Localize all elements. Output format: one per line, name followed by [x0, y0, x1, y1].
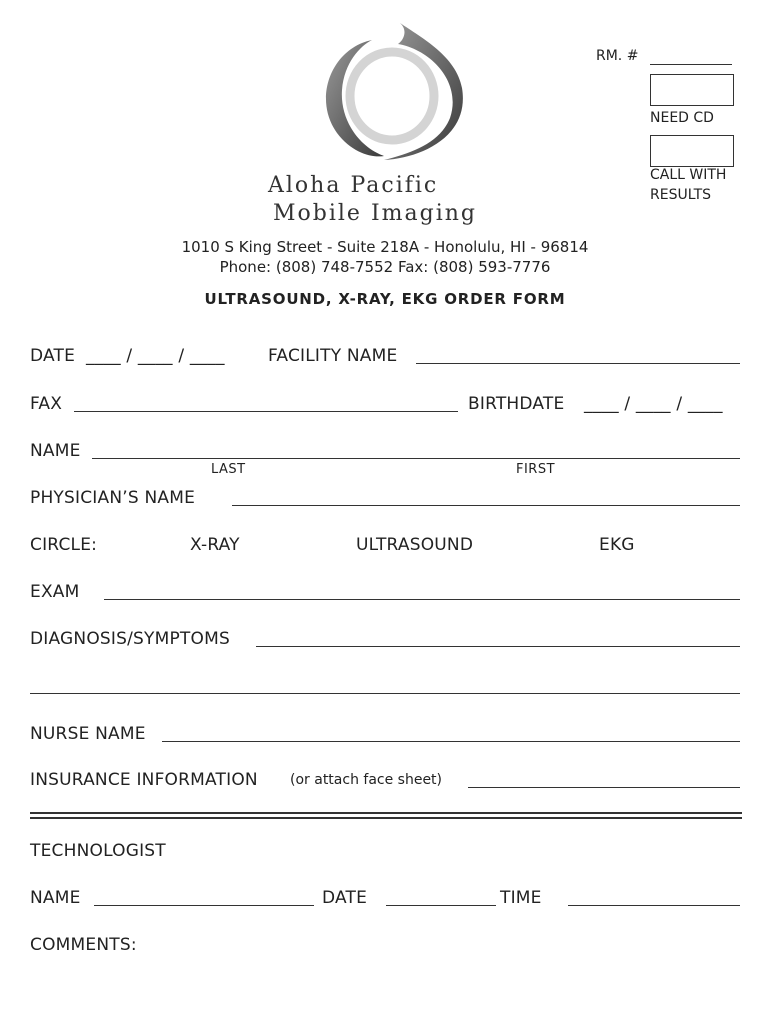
results-label: RESULTS	[650, 187, 712, 203]
need-cd-label: NEED CD	[650, 110, 714, 126]
technologist-date-label: DATE	[322, 888, 368, 908]
physician-name-field[interactable]	[232, 505, 740, 506]
diagnosis-field[interactable]	[256, 646, 740, 647]
insurance-note: (or attach face sheet)	[290, 772, 443, 788]
technologist-time-field[interactable]	[568, 905, 740, 906]
exam-label: EXAM	[30, 582, 80, 602]
name-label: NAME	[30, 441, 81, 461]
birthdate-label: BIRTHDATE	[468, 394, 565, 414]
company-logo	[312, 18, 472, 168]
date-label: DATE	[30, 346, 76, 366]
need-cd-checkbox[interactable]	[650, 74, 734, 106]
call-with-results-checkbox[interactable]	[650, 135, 734, 167]
fax-label: FAX	[30, 394, 63, 414]
room-label: RM. #	[596, 48, 639, 64]
technologist-name-field[interactable]	[94, 905, 314, 906]
circle-label: CIRCLE:	[30, 535, 98, 555]
technologist-date-field[interactable]	[386, 905, 496, 906]
date-field[interactable]: ____ / ____ / ____	[86, 346, 225, 366]
section-divider	[30, 812, 742, 814]
section-divider-lower	[30, 817, 742, 819]
xray-option[interactable]: X-RAY	[190, 535, 240, 555]
last-name-caption: LAST	[211, 462, 246, 477]
fax-field[interactable]	[74, 411, 458, 412]
swirl-logo-icon	[312, 18, 472, 168]
facility-name-label: FACILITY NAME	[268, 346, 398, 366]
patient-name-field[interactable]	[92, 458, 740, 459]
insurance-field[interactable]	[468, 787, 740, 788]
physician-name-label: PHYSICIAN’S NAME	[30, 488, 196, 508]
room-number-field[interactable]	[650, 64, 732, 65]
insurance-label: INSURANCE INFORMATION	[30, 770, 258, 790]
technologist-heading: TECHNOLOGIST	[30, 841, 166, 861]
form-title: ULTRASOUND, X-RAY, EKG ORDER FORM	[204, 290, 566, 308]
address-phone-fax: Phone: (808) 748-7552 Fax: (808) 593-7776	[219, 258, 551, 276]
diagnosis-label: DIAGNOSIS/SYMPTOMS	[30, 629, 230, 649]
technologist-name-label: NAME	[30, 888, 81, 908]
address-street: 1010 S King Street - Suite 218A - Honolulu, HI - 96814	[181, 238, 589, 256]
call-with-label: CALL WITH	[650, 167, 727, 183]
nurse-name-label: NURSE NAME	[30, 724, 146, 744]
comments-label: COMMENTS:	[30, 935, 137, 955]
exam-field[interactable]	[104, 599, 740, 600]
brand-name-line1: Aloha Pacific	[268, 173, 439, 198]
nurse-name-field[interactable]	[162, 741, 740, 742]
ekg-option[interactable]: EKG	[599, 535, 635, 555]
ultrasound-option[interactable]: ULTRASOUND	[356, 535, 474, 555]
brand-name-line2: Mobile Imaging	[273, 201, 477, 226]
birthdate-field[interactable]: ____ / ____ / ____	[584, 394, 723, 414]
first-name-caption: FIRST	[516, 462, 556, 477]
facility-name-field[interactable]	[416, 363, 740, 364]
technologist-time-label: TIME	[500, 888, 542, 908]
diagnosis-continuation-field[interactable]	[30, 693, 740, 694]
